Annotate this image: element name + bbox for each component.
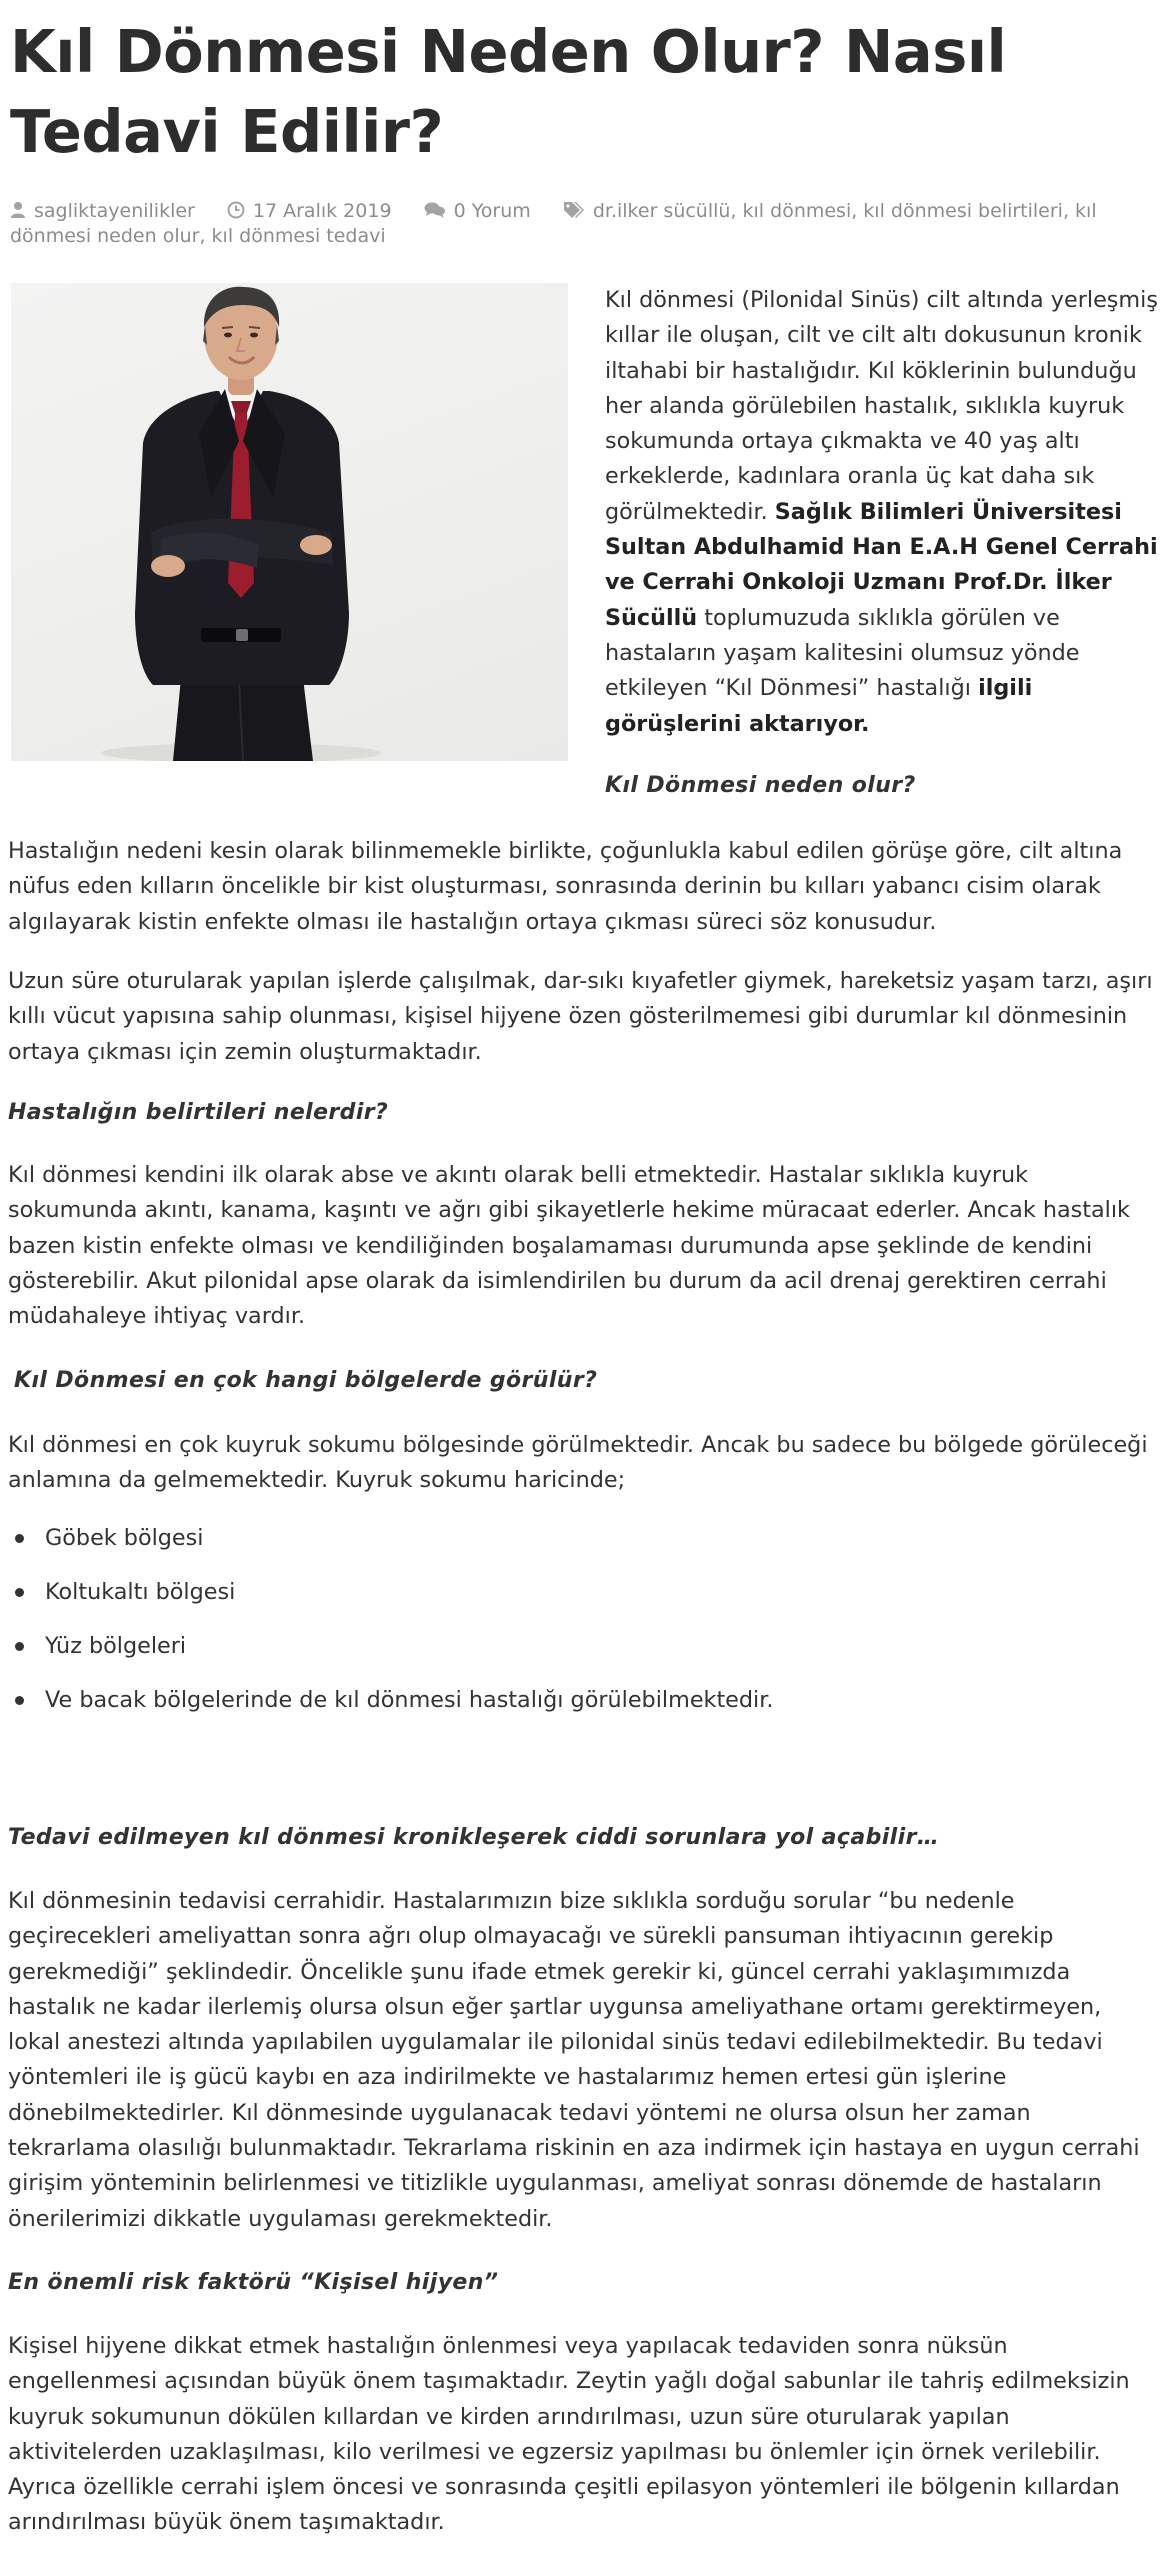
list-item-text: Göbek bölgesi: [45, 1525, 204, 1551]
heading-cause: Kıl Dönmesi neden olur?: [605, 773, 916, 798]
doctor-figure: [11, 283, 568, 761]
paragraph-cause-2: Uzun süre oturularak yapılan işlerde çalışılmak, dar-sıkı kıyafetler giymek, hareketsiz yaşam tarzı, aşırı kıllı vücut yapısına sahip olunması, kişisel hijyene özen gösterilmemesi gibi durumlar kıl dönmesinin ortaya çıkması için zemin oluşturmaktadır.: [8, 968, 1153, 1065]
bullet-dot: [15, 1696, 24, 1705]
heading-regions: Kıl Dönmesi en çok hangi bölgelerde görülür?: [14, 1368, 598, 1393]
heading-hygiene: En önemli risk faktörü “Kişisel hijyen”: [8, 2270, 499, 2295]
list-item: [8, 1574, 1108, 1628]
list-item-text: Koltukaltı bölgesi: [45, 1579, 236, 1605]
list-item: [8, 1520, 1108, 1574]
intro-text-2: toplumuzuda sıklıkla görülen ve hastaların yaşam kalitesini olumsuz yönde etkileyen “Kıl Dönmesi” hastalığı: [605, 604, 1080, 702]
paragraph-symptoms: Kıl dönmesi kendini ilk olarak abse ve akıntı olarak belli etmektedir. Hastalar sıklıkla kuyruk sokumunda akıntı, kanama, kaşıntı ve ağrı gibi şikayetlerle hekime müracaat ederler. Ancak hastalık bazen kistin enfekte olması ve kendiliğinden boşalamaması durumunda apse şeklinde de kendini gösterebilir. Akut pilonidal apse olarak da isimlendirilen bu durum da acil drenaj gerektiren cerrahi müdahaleye ihtiyaç vardır.: [8, 1162, 1130, 1330]
bullet-dot: [15, 1588, 24, 1597]
paragraph-cause-1: Hastalığın nedeni kesin olarak bilinmemekle birlikte, çoğunlukla kabul edilen görüşe göre, cilt altına nüfus eden kılların öncelikle bir kist oluşturması, sonrasında derinin bu kılları yabancı cisim olarak algılayarak kistin enfekte olması ile hastalığın ortaya çıkması süreci söz konusudur.: [8, 838, 1123, 935]
meta-date-label: 17 Aralık 2019: [252, 200, 392, 222]
meta-date: [227, 200, 398, 222]
bullet-dot: [15, 1642, 24, 1651]
article-title: Kıl Dönmesi Neden Olur? Nasıl Tedavi Edilir?: [10, 17, 1007, 166]
list-item: [8, 1628, 1108, 1682]
user-icon: [10, 201, 26, 219]
paragraph-regions: Kıl dönmesi en çok kuyruk sokumu bölgesinde görülmektedir. Ancak bu sadece bu bölgede görüleceği anlamına da gelmemektedir. Kuyruk sokumu haricinde;: [8, 1432, 1148, 1494]
meta-author[interactable]: [10, 200, 201, 222]
clock-icon: [227, 201, 245, 219]
list-item-text: Ve bacak bölgelerinde de kıl dönmesi hastalığı görülebilmektedir.: [45, 1687, 774, 1713]
meta-tags-label[interactable]: dr.ilker sücüllü, kıl dönmesi, kıl dönmesi belirtileri, kıl dönmesi neden olur, kıl dönmesi tedavi: [10, 200, 1097, 247]
intro-text-1: Kıl dönmesi (Pilonidal Sinüs) cilt altında yerleşmiş kıllar ile oluşan, cilt ve cilt altı dokusunun kronik iltahabi bir hastalığıdır. Kıl köklerinin bulunduğu her alanda görülebilen hastalık, sıklıkla kuyruk sokumunda ortaya çıkmakta ve 40 yaş altı erkeklerde, kadınlara oranla üç kat daha sık görülmektedir.: [605, 287, 1158, 525]
intro-bold-1: Sağlık Bilimleri Üniversitesi Sultan Abdulhamid Han E.A.H Genel Cerrahi ve Cerrahi Onkoloji Uzmanı Prof.Dr. İlker Sücüllü: [605, 498, 1158, 631]
doctor-photo: [11, 283, 568, 761]
list-item: [8, 1682, 1108, 1736]
regions-list: [8, 1520, 1108, 1736]
comments-icon: [424, 201, 446, 219]
post-meta: [10, 199, 1160, 249]
intro-paragraph: [605, 283, 1161, 742]
heading-symptoms: Hastalığın belirtileri nelerdir?: [8, 1100, 389, 1125]
paragraph-hygiene: Kişisel hijyene dikkat etmek hastalığın önlenmesi veya yapılacak tedaviden sonra nüksün engellenmesi açısından büyük önem taşımaktadır. Zeytin yağlı doğal sabunlar ile tahriş edilmeksizin kuyruk sokumunun dökülen kıllardan ve kirden arındırılması, uzun süre oturularak yapılan aktivitelerden uzaklaşılması, kilo verilmesi ve egzersiz yapılması bu önlemler için örnek verilebilir. Ayrıca özellikle cerrahi işlem öncesi ve sonrasında çeşitli epilasyon yöntemleri ile bölgenin kıllardan arındırılması büyük önem taşımaktadır.: [8, 2333, 1130, 2536]
paragraph-treatment: Kıl dönmesinin tedavisi cerrahidir. Hastalarımızın bize sıklıkla sorduğu sorular “bu nedenle geçirecekleri ameliyattan sonra ağrı olup olmayacağı ve sürekli pansuman ihtiyacının gerekip gerekmediği” şeklindedir. Öncelikle şunu ifade etmek gerekir ki, güncel cerrahi yaklaşımımızda hastalık ne kadar ilerlemiş olursa olsun eğer şartlar uygunsa ameliyathane ortamı gerektirmeyen, lokal anestezi altında yapılabilen uygulamalar ile pilonidal sinüs tedavi edilebilmektedir. Bu tedavi yöntemleri ile iş gücü kaybı en aza indirilmekte ve hastalarımız hemen ertesi gün işlerine dönebilmektedirler. Kıl dönmesinde uygulanacak tedavi yöntemi ne olursa olsun her zaman tekrarlama olasılığı bulunmaktadır. Tekrarlama riskinin en aza indirmek için hastaya en uygun cerrahi girişim yönteminin belirlenmesi ve titizlikle uygulanması, ameliyat sonrası dönemde de hastaların önerilerimizi dikkatle uygulaması gerekmektedir.: [8, 1888, 1140, 2232]
intro-bold-2: ilgili görüşlerini aktarıyor.: [605, 675, 1033, 737]
meta-comments[interactable]: [424, 200, 537, 222]
bullet-dot: [15, 1534, 24, 1543]
heading-chronic: Tedavi edilmeyen kıl dönmesi kronikleşerek ciddi sorunlara yol açabilir…: [8, 1825, 940, 1850]
tags-icon: [563, 201, 585, 219]
meta-comments-label: 0 Yorum: [453, 200, 531, 222]
meta-author-label: sagliktayenilikler: [34, 200, 195, 222]
list-item-text: Yüz bölgeleri: [45, 1633, 187, 1659]
